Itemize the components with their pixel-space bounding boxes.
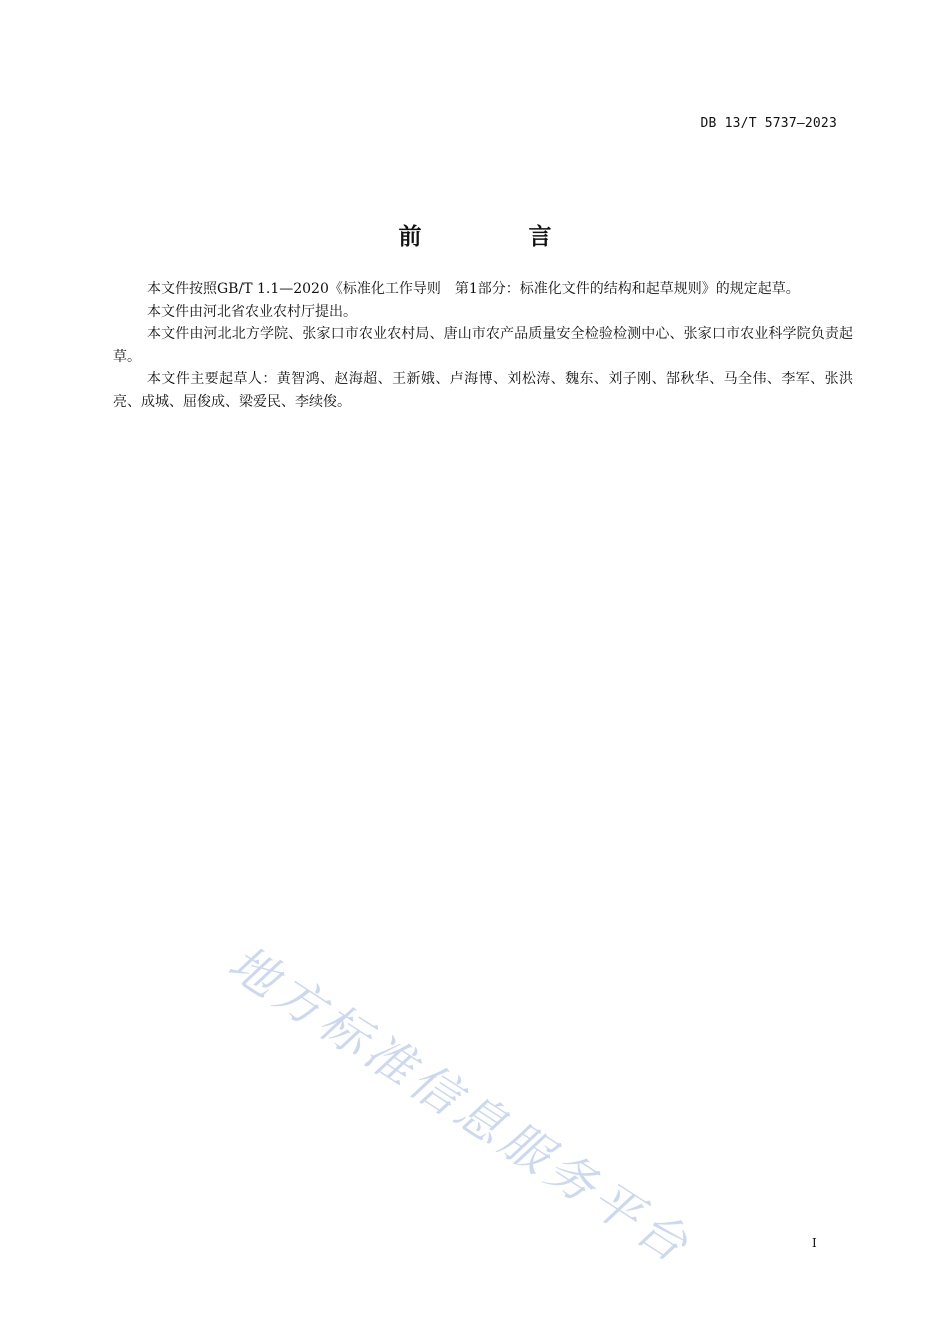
paragraph-drafting-rule: 本文件按照GB/T 1.1—2020《标准化工作导则 第1部分：标准化文件的结构和起草规则》的规定起草。 xyxy=(147,281,800,297)
paragraph-drafting-units: 本文件由河北北方学院、张家口市农业农村局、唐山市农产品质量安全检验检测中心、张家口市农业科学院负责起草。 xyxy=(113,326,853,365)
paragraph-drafters: 本文件主要起草人：黄智鸿、赵海超、王新娥、卢海博、刘松涛、魏东、刘子刚、郜秋华、马全伟、李军、张洪亮、成城、屈俊成、梁爱民、李续俊。 xyxy=(113,371,853,410)
paragraph-proposer: 本文件由河北省农业农村厅提出。 xyxy=(147,303,357,320)
watermark: 地方标准信息服务平台 xyxy=(218,934,702,1276)
foreword-body xyxy=(113,278,853,413)
standard-code: DB 13/T 5737—2023 xyxy=(700,116,837,131)
page-number: I xyxy=(812,1236,817,1250)
page-title: 前 言 xyxy=(398,224,594,250)
